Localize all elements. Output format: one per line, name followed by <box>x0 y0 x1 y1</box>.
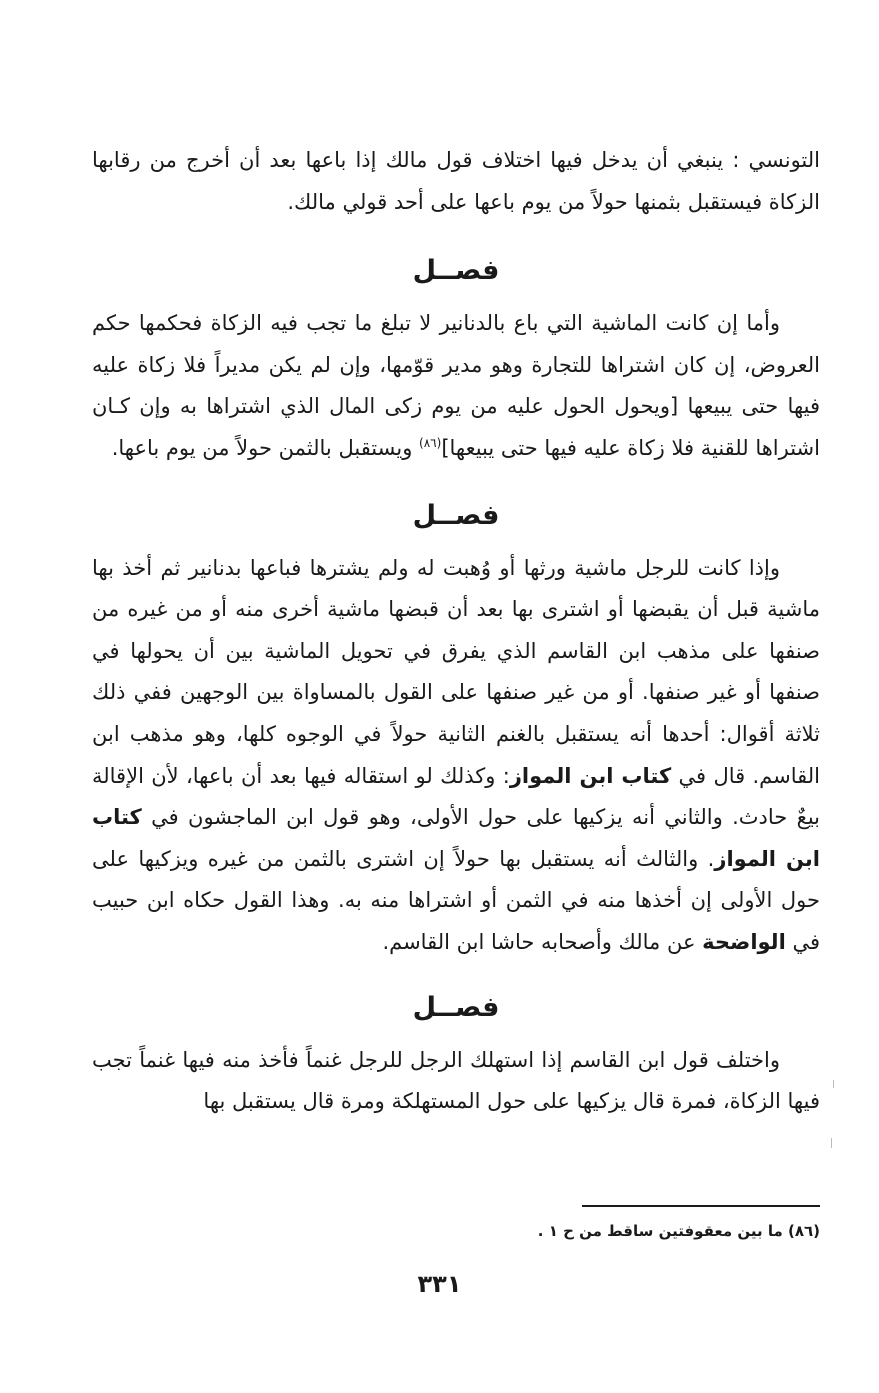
section-2-text-a: وإذا كانت للرجل ماشية ورثها أو وُهبت له ولم يشترها فباعها بدنانير ثم أخذ بها ماشية قبل أن يقبضها أو اشترى بها بعد أن قبضها ماشية أخرى منه أو من غيره من صنفها على مذهب ابن القاسم الذي يفرق في تحويل الماشية بين أن يحولها في صنفها أو غير صنفها. أو من غير صنفها على القول بالمساواة بين الوجهين ففي ذلك ثلاثة أقوال: أحدها أنه يستقبل بالغنم الثانية حولاً في الوجوه كلها، وهو مذهب ابن القاسم. قال في <box>92 555 820 788</box>
section-1-text-a: وأما إن كانت الماشية التي باع بالدنانير لا تبلغ ما تجب فيه الزكاة فحكمها حكم العروض، إن كان اشتراها للتجارة وهو مدير قوّمها، وإن لم يكن مديراً فلا زكاة عليه فيها حتى يبيعها [ويحول الحول عليه من يوم زكى المال الذي اشتراها به وإن كـان اشتراها للقنية فلا زكاة عليه فيها حتى يبيعها] <box>92 311 820 460</box>
book-title-al-wadiha: الواضحة <box>702 929 786 954</box>
section-2-paragraph <box>92 548 820 964</box>
section-2-text-b: : وكذلك لو استقاله فيها بعد أن باعها، لأن الإقالة بيعٌ حادث. والثاني أنه يزكيها على حول الأولى، وهو قول ابن الماجشون في <box>92 763 820 830</box>
footnote-text: (٨٦) ما بين معقوفتين ساقط من ح ١ . <box>537 1222 820 1240</box>
margin-mark <box>833 1080 834 1088</box>
intro-paragraph: التونسي : ينبغي أن يدخل فيها اختلاف قول مالك إذا باعها بعد أن أخرج من رقابها الزكاة فيستقبل بثمنها حولاً من يوم باعها على أحد قولي مالك. <box>92 148 820 214</box>
section-2-text-c: . والثالث أنه يستقبل بها حولاً إن اشترى بالثمن من غيره ويزكيها على حول الأولى إن أخذها منه في الثمن أو اشتراها منه به. وهذا القول حكاه ابن حبيب في <box>92 846 820 954</box>
section-1-text-b: ويستقبل بالثمن حولاً من يوم باعها. <box>111 435 420 460</box>
section-1-paragraph <box>92 303 820 469</box>
section-heading-2: فصــل <box>412 499 500 531</box>
book-title-ibn-al-mawwaz-2: كتاب ابن المواز <box>92 805 820 871</box>
section-3-paragraph: واختلف قول ابن القاسم إذا استهلك الرجل للرجل غنماً فأخذ منه فيها غنماً تجب فيها الزكاة، فمرة قال يزكيها على حول المستهلكة ومرة قال يستقبل بها <box>92 1047 820 1114</box>
footnote-reference: (٨٦) <box>419 435 442 450</box>
page-body <box>92 140 820 1123</box>
section-heading-1: فصــل <box>412 255 500 287</box>
section-2-text-d: عن مالك وأصحابه حاشا ابن القاسم. <box>382 929 703 954</box>
book-title-ibn-al-mawwaz: كتاب ابن المواز <box>509 763 672 788</box>
page-number: ٣٣١ <box>417 1270 462 1298</box>
section-heading-3: فصــل <box>412 991 500 1023</box>
margin-mark <box>831 1138 832 1148</box>
footnote-divider <box>582 1205 820 1207</box>
